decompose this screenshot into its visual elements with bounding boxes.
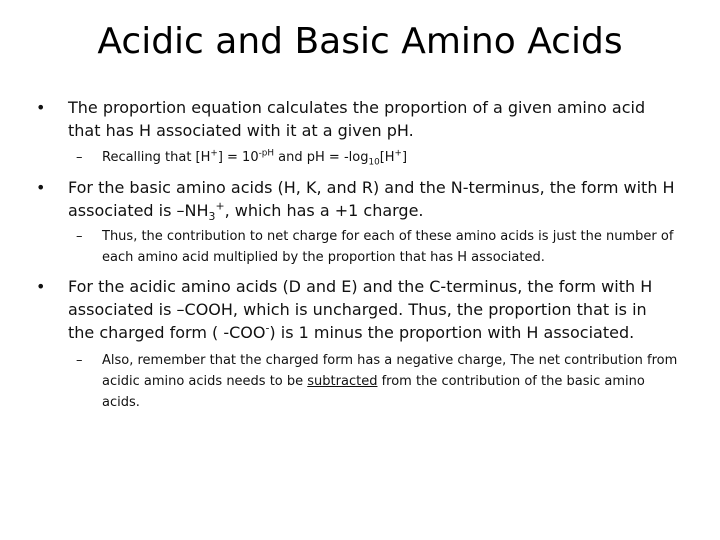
subbullet-text: Also, remember that the charged form has a negative charge, The net contribution from acidic amino acids needs to be subtracted from the contribution of the basic amino acids.: [102, 353, 678, 410]
bullet-text: The proportion equation calculates the proportion of a given amino acid that has H associated with it at a given pH.: [68, 98, 646, 140]
bullet-basic-amino-acids: [36, 176, 676, 222]
subbullet-text: Thus, the contribution to net charge for each of these amino acids is just the number of each amino acid multiplied by the proportion that has H associated.: [102, 229, 674, 265]
subbullet-contribution: [76, 226, 686, 268]
subbullet-recalling: [76, 147, 686, 168]
subbullet-negative-charge: [76, 350, 686, 413]
bullet-acidic-amino-acids: [36, 275, 676, 344]
bullet-text: For the basic amino acids (H, K, and R) and the N-terminus, the form with H associated is $-NH_3^+$, which has a +1 charge.: [68, 178, 675, 224]
bullet-icon: •: [36, 98, 46, 117]
subbullet-text: Recalling that $[H^+] = 10^{-pH}$ and pH = $-\log_{10}[H^+]$: [102, 148, 408, 168]
underlined-word: subtracted: [307, 374, 378, 389]
dash-icon: –: [76, 150, 83, 165]
bullet-icon: •: [36, 277, 46, 296]
slide-title: Acidic and Basic Amino Acids: [97, 21, 623, 62]
bullet-icon: •: [36, 178, 46, 197]
dash-icon: –: [76, 353, 83, 368]
dash-icon: –: [76, 229, 83, 244]
bullet-proportion-equation: [36, 96, 676, 142]
bullet-text: For the acidic amino acids (D and E) and the C-terminus, the form with H associated is –COOH, which is uncharged. Thus, the proportion that is in the charged form ( -COO-) is 1 minus the proportion with H associated.: [68, 277, 653, 342]
